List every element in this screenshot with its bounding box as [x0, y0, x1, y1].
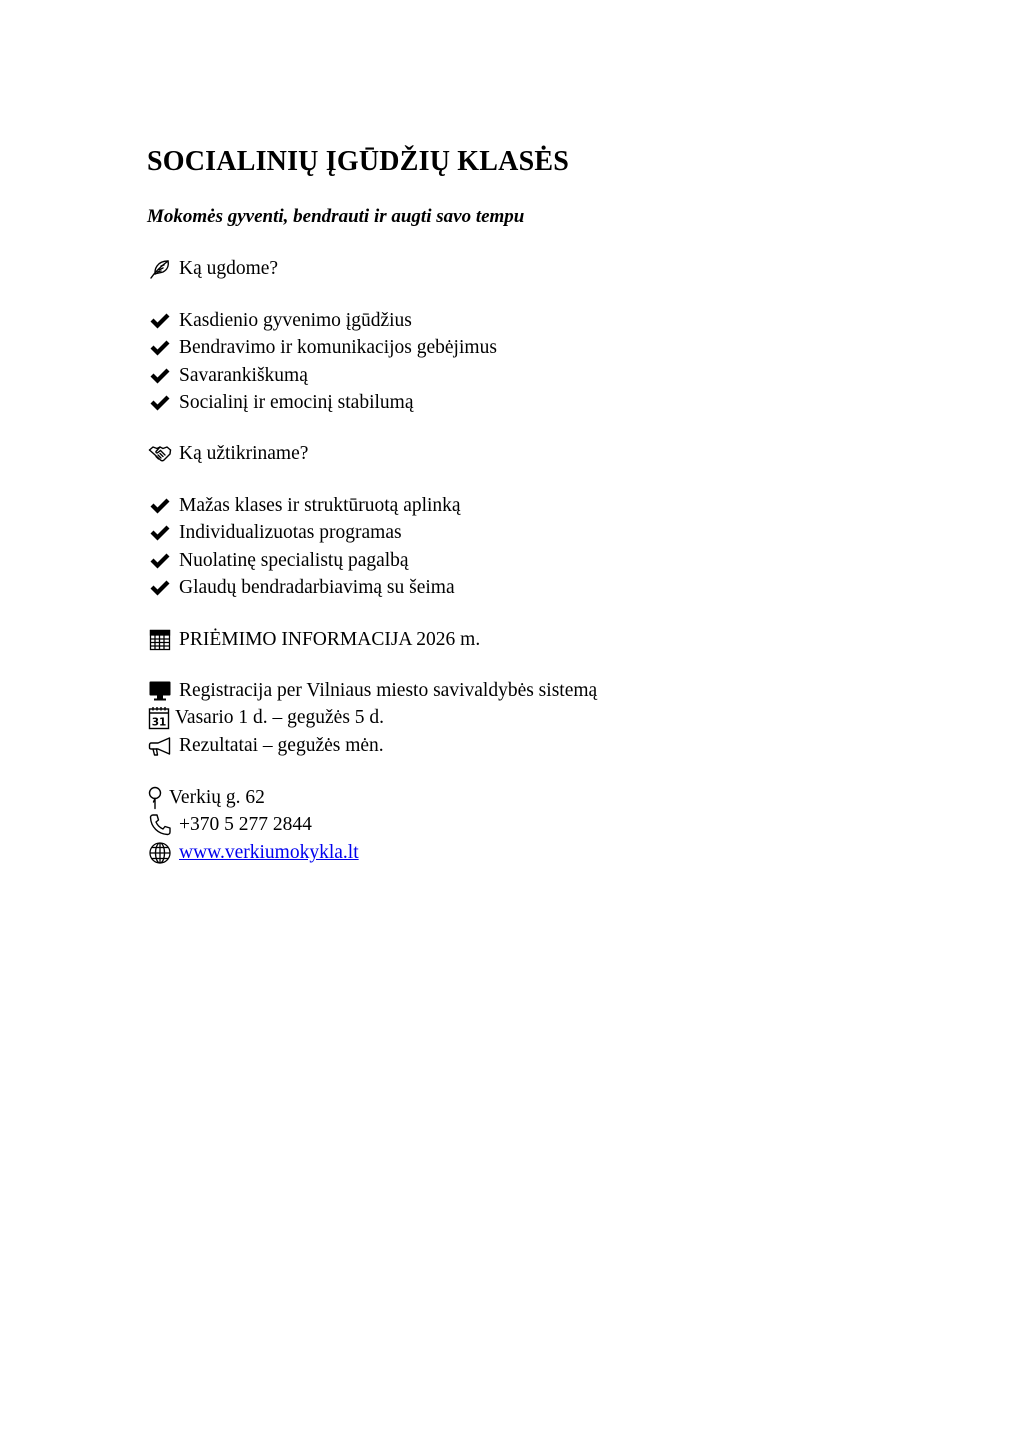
section-ensure-heading: [147, 441, 308, 467]
develop-item: [147, 308, 412, 334]
section-develop-heading-text: Ką ugdome?: [179, 258, 279, 279]
website-link[interactable]: www.verkiumokykla.lt: [179, 842, 359, 863]
ensure-item: [147, 493, 461, 519]
ensure-item-text: Mažas klases ir struktūruotą aplinką: [179, 495, 461, 516]
leaf-icon: [147, 257, 173, 281]
page-title: SOCIALINIŲ ĮGŪDŽIŲ KLASĖS: [147, 146, 570, 177]
contact-website[interactable]: [147, 840, 359, 866]
develop-item-text: Savarankiškumą: [179, 365, 308, 386]
location-pin-icon: [147, 786, 163, 810]
ensure-item-text: Nuolatinę specialistų pagalbą: [179, 550, 409, 571]
check-icon: [147, 309, 173, 333]
admission-item-text: Vasario 1 d. – gegužės 5 d.: [175, 707, 385, 728]
calendar-grid-icon: [147, 628, 173, 652]
megaphone-icon: [147, 734, 173, 758]
contact-address-text: Verkių g. 62: [169, 787, 265, 808]
develop-item-text: Bendravimo ir komunikacijos gebėjimus: [179, 337, 497, 358]
develop-item: [147, 390, 414, 416]
handshake-icon: [147, 442, 173, 466]
section-develop-heading: [147, 256, 278, 282]
admission-item: [147, 705, 384, 731]
admission-item: [147, 733, 384, 759]
check-icon: [147, 494, 173, 518]
ensure-item: [147, 520, 402, 546]
globe-icon: [147, 841, 173, 865]
develop-item-text: Kasdienio gyvenimo įgūdžius: [179, 310, 412, 331]
check-icon: [147, 336, 173, 360]
admission-item: [147, 678, 597, 704]
admission-item-text: Registracija per Vilniaus miesto savivaldybės sistemą: [179, 680, 598, 701]
develop-item-text: Socialinį ir emocinį stabilumą: [179, 392, 414, 413]
develop-item: [147, 335, 497, 361]
check-icon: [147, 391, 173, 415]
page-subtitle: Mokomės gyventi, bendrauti ir augti savo tempu: [147, 206, 525, 227]
check-icon: [147, 364, 173, 388]
svg-text:31: 31: [151, 716, 167, 729]
check-icon: [147, 521, 173, 545]
check-icon: [147, 576, 173, 600]
contact-phone-text: +370 5 277 2844: [179, 814, 312, 835]
ensure-item-text: Individualizuotas programas: [179, 522, 402, 543]
section-ensure-heading-text: Ką užtikriname?: [179, 443, 309, 464]
calendar-31-icon: [147, 706, 171, 730]
section-admission-heading-text: PRIĖMIMO INFORMACIJA 2026 m.: [179, 629, 481, 650]
contact-phone: [147, 812, 312, 838]
ensure-item: [147, 548, 409, 574]
contact-address: [147, 785, 265, 811]
ensure-item-text: Glaudų bendradarbiavimą su šeima: [179, 577, 455, 598]
admission-item-text: Rezultatai – gegužės mėn.: [179, 735, 384, 756]
ensure-item: [147, 575, 455, 601]
section-admission-heading: [147, 627, 480, 653]
phone-icon: [147, 813, 173, 837]
develop-item: [147, 363, 308, 389]
check-icon: [147, 549, 173, 573]
monitor-icon: [147, 679, 173, 703]
